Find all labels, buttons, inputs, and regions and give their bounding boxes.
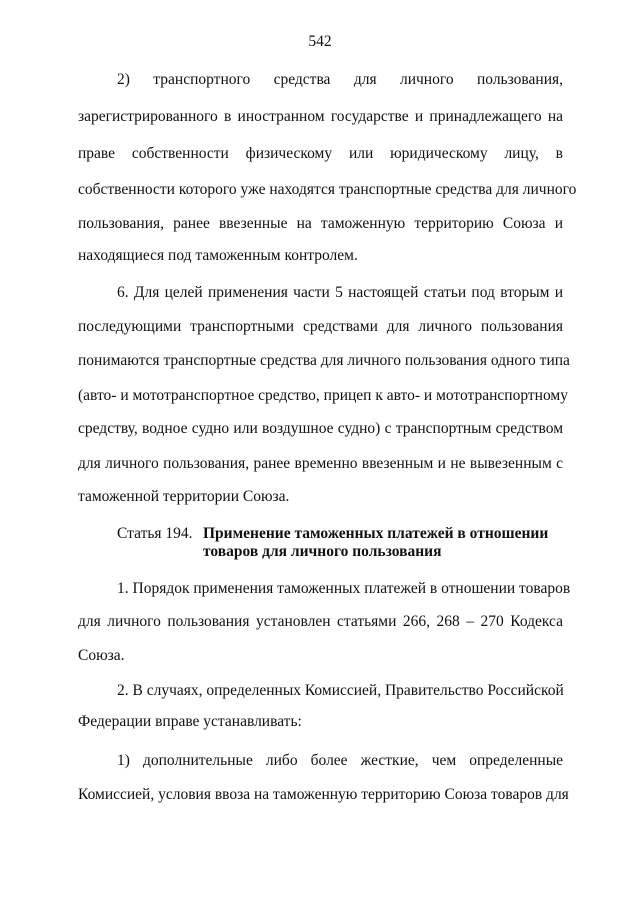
- page-number: 542: [308, 33, 332, 50]
- paragraph-line: Комиссией, условия ввоза на таможенную территорию Союза товаров для: [78, 786, 569, 803]
- paragraph-line: для личного пользования установлен статьями 266, 268 – 270 Кодекса: [78, 613, 563, 630]
- paragraph-line: 2. В случаях, определенных Комиссией, Правительство Российской: [117, 682, 564, 699]
- paragraph-line: понимаются транспортные средства для личного пользования одного типа: [78, 352, 570, 369]
- paragraph-line: последующими транспортными средствами для личного пользования: [78, 318, 563, 335]
- paragraph-line: зарегистрированного в иностранном государстве и принадлежащего на: [78, 108, 563, 125]
- paragraph-line: Федерации вправе устанавливать:: [78, 713, 302, 730]
- article-title-line: товаров для личного пользования: [203, 543, 442, 560]
- paragraph-line: 1) дополнительные либо более жесткие, чем определенные: [117, 752, 563, 769]
- paragraph-line: 1. Порядок применения таможенных платежей в отношении товаров: [117, 580, 571, 597]
- paragraph-line: 6. Для целей применения части 5 настоящей статьи под вторым и: [117, 284, 563, 301]
- paragraph-line: для личного пользования, ранее временно ввезенным и не вывезенным с: [78, 455, 563, 472]
- article-title-line: Применение таможенных платежей в отношении: [203, 525, 549, 542]
- paragraph-line: собственности которого уже находятся транспортные средства для личного: [78, 181, 577, 198]
- paragraph-line: (авто- и мототранспортное средство, прицеп к авто- и мототранспортному: [78, 387, 568, 404]
- article-label: Статья 194.: [117, 525, 193, 542]
- paragraph-line: пользования, ранее ввезенные на таможенную территорию Союза и: [78, 215, 563, 232]
- paragraph-line: 2) транспортного средства для личного пользования,: [117, 71, 563, 88]
- paragraph-line: Союза.: [78, 647, 125, 664]
- paragraph-line: праве собственности физическому или юридическому лицу, в: [78, 145, 563, 162]
- paragraph-line: таможенной территории Союза.: [78, 488, 290, 505]
- paragraph-line: находящиеся под таможенным контролем.: [78, 247, 358, 264]
- paragraph-line: средству, водное судно или воздушное судно) с транспортным средством: [78, 420, 563, 437]
